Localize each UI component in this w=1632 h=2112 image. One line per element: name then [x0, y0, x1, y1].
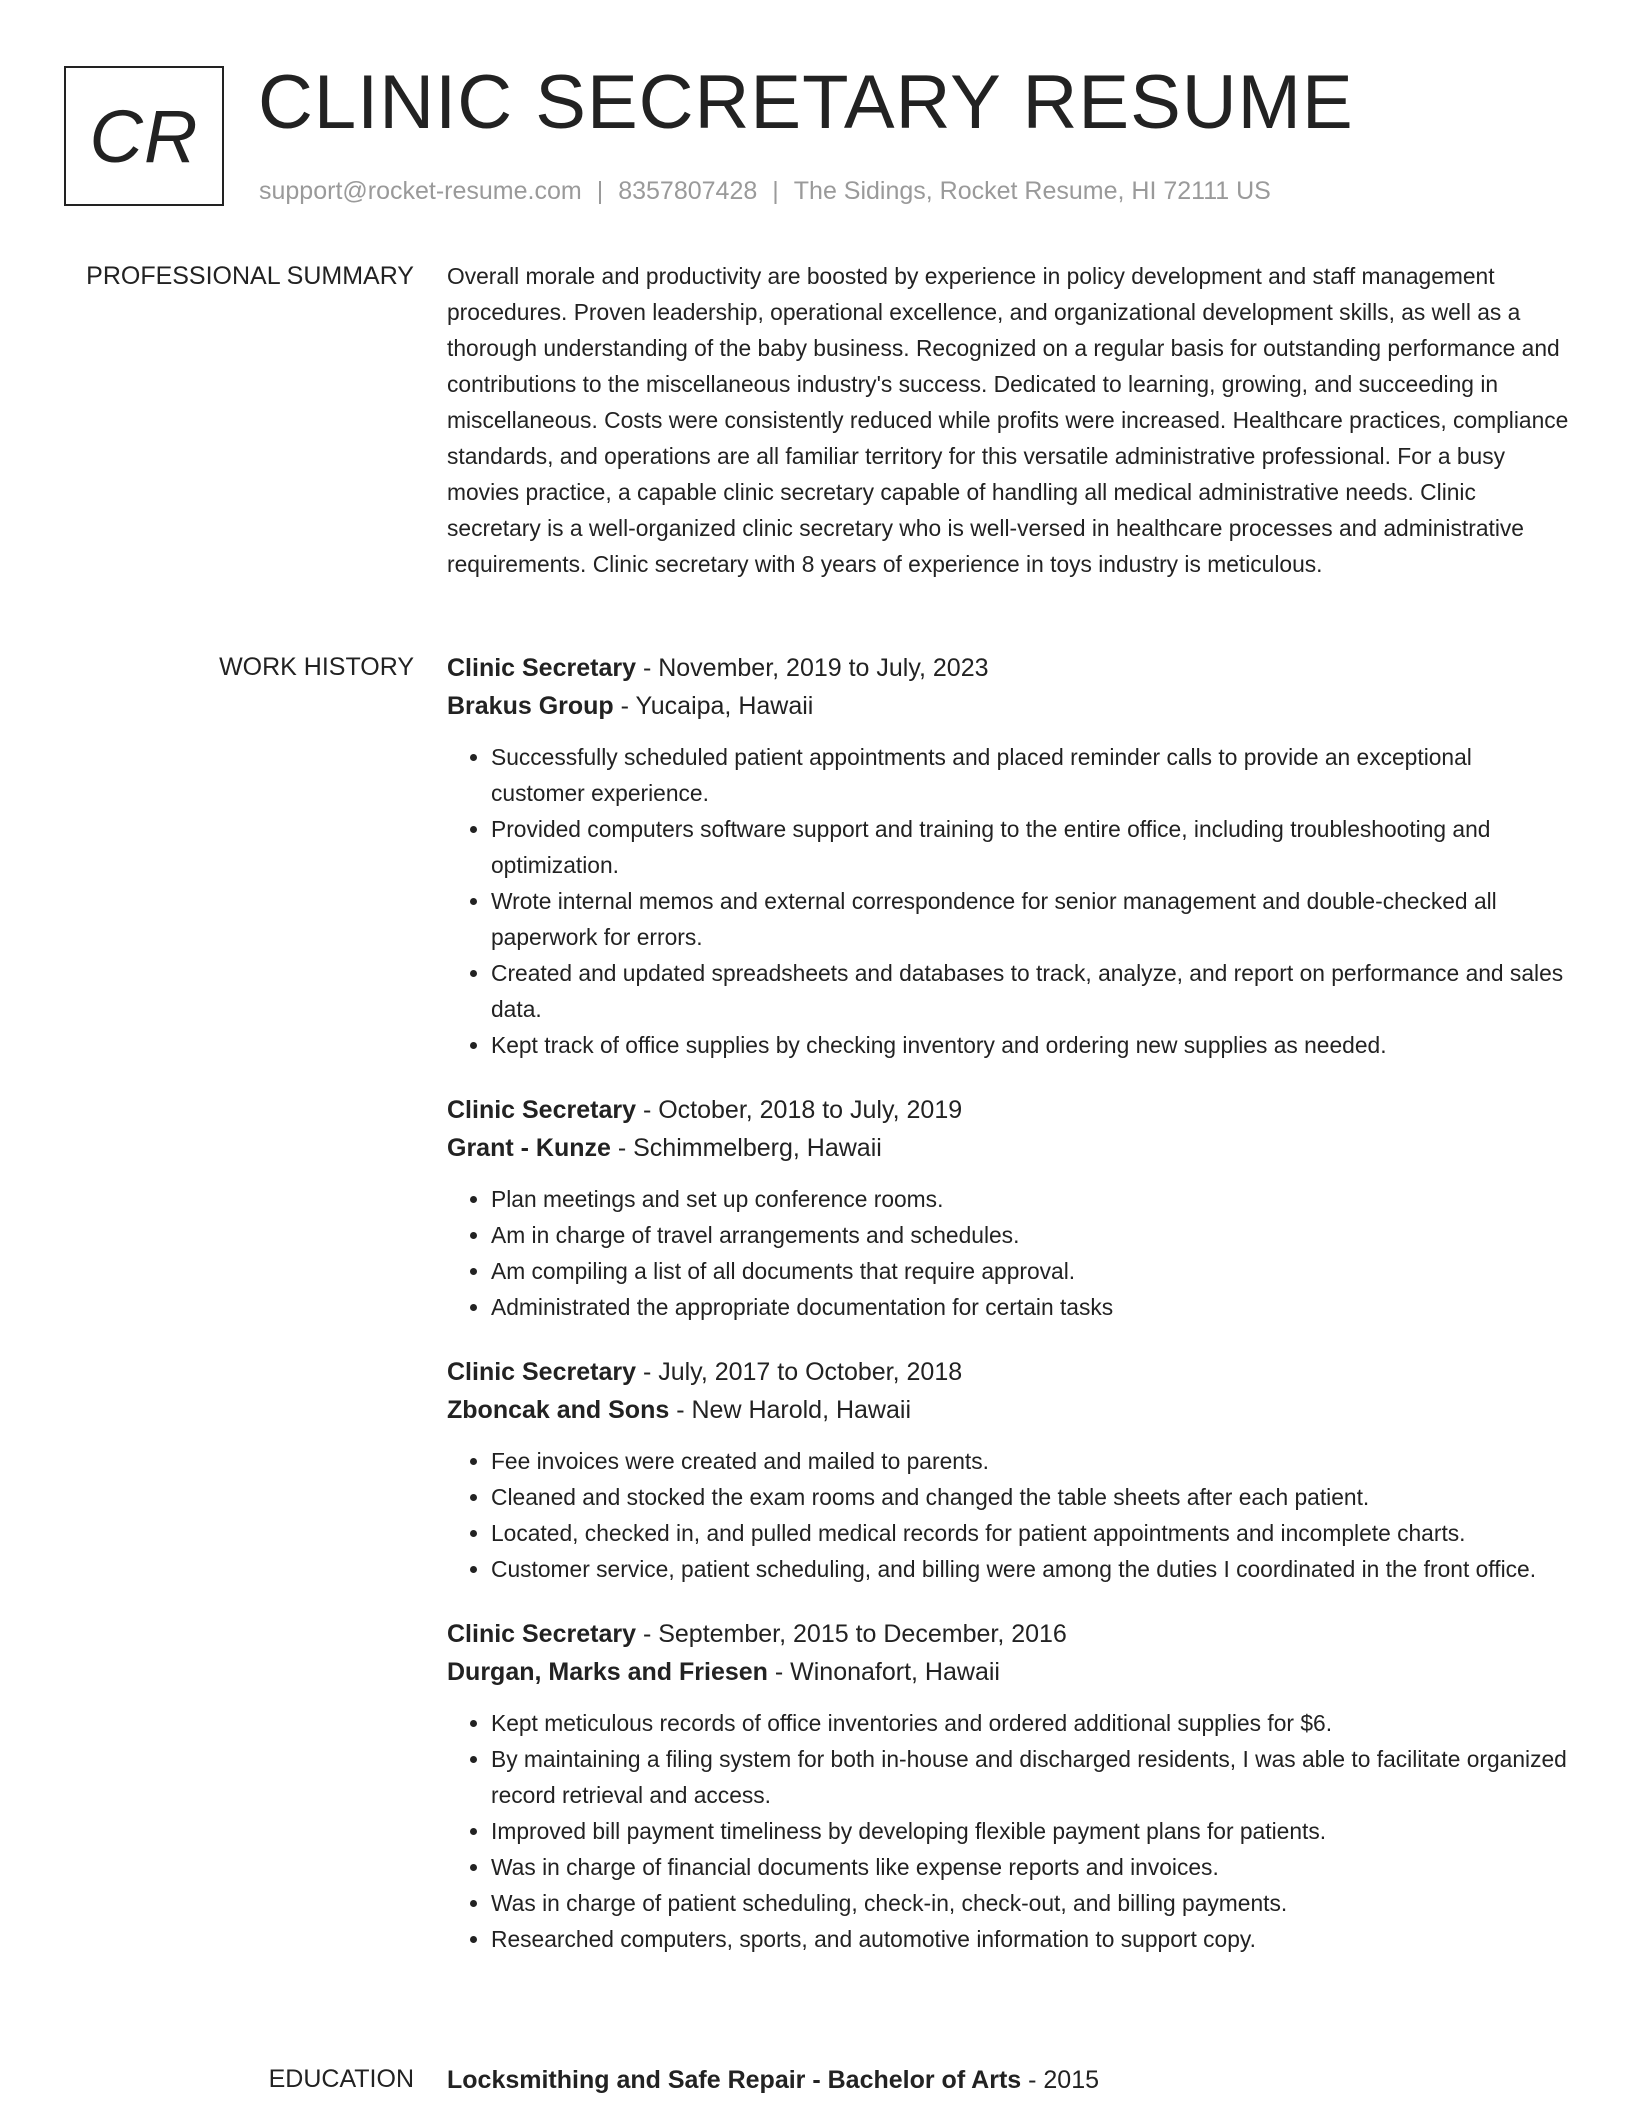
job-bullet: • Wrote internal memos and external correspondence for senior management and double-checked all paperwork for errors.	[491, 883, 1569, 955]
job-title: Clinic Secretary	[447, 1096, 636, 1124]
job-bullet: • Kept meticulous records of office inventories and ordered additional supplies for $6.	[491, 1705, 1569, 1741]
work-history-heading: WORK HISTORY	[219, 653, 414, 681]
monogram-logo: CR	[64, 66, 224, 206]
summary-heading: PROFESSIONAL SUMMARY	[86, 262, 414, 290]
job-company: Durgan, Marks and Friesen	[447, 1658, 768, 1686]
job-bullet: • Was in charge of patient scheduling, check-in, check-out, and billing payments.	[491, 1885, 1569, 1921]
job-bullet: • Am in charge of travel arrangements and schedules.	[491, 1217, 1569, 1253]
job-bullet: • Researched computers, sports, and automotive information to support copy.	[491, 1921, 1569, 1957]
job-title: Clinic Secretary	[447, 1358, 636, 1386]
job-title-line	[447, 1615, 1569, 1653]
job-bullet: • Successfully scheduled patient appointments and placed reminder calls to provide an exceptional customer experience.	[491, 739, 1569, 811]
education-degree: Locksmithing and Safe Repair - Bachelor of Arts	[447, 2066, 1022, 2094]
job-entry	[447, 1091, 1569, 1325]
job-title-line	[447, 649, 1569, 687]
job-dates: - October, 2018 to July, 2019	[636, 1096, 963, 1124]
job-location: - Yucaipa, Hawaii	[613, 692, 814, 720]
job-company-line	[447, 1129, 1569, 1167]
contact-phone: 8357807428	[618, 177, 758, 205]
education-heading: EDUCATION	[268, 2065, 414, 2093]
job-title-line	[447, 1353, 1569, 1391]
job-bullet: • Located, checked in, and pulled medical records for patient appointments and incomplete charts.	[491, 1515, 1569, 1551]
job-location: - New Harold, Hawaii	[669, 1396, 912, 1424]
education-year: - 2015	[1021, 2066, 1100, 2094]
job-bullet: • Fee invoices were created and mailed to parents.	[491, 1443, 1569, 1479]
job-title-line	[447, 1091, 1569, 1129]
job-company: Brakus Group	[447, 692, 614, 720]
job-bullet: • Was in charge of financial documents like expense reports and invoices.	[491, 1849, 1569, 1885]
contact-separator: |	[596, 177, 604, 205]
job-bullet: • Administrated the appropriate documentation for certain tasks	[491, 1289, 1569, 1325]
job-title: Clinic Secretary	[447, 654, 636, 682]
job-bullet: • Plan meetings and set up conference rooms.	[491, 1181, 1569, 1217]
education-body	[447, 2061, 1569, 2099]
job-bullet: • Created and updated spreadsheets and databases to track, analyze, and report on performance and sales data.	[491, 955, 1569, 1027]
job-dates: - November, 2019 to July, 2023	[636, 654, 989, 682]
job-bullet-list	[447, 1705, 1569, 1957]
job-bullet: • Customer service, patient scheduling, and billing were among the duties I coordinated in the front office.	[491, 1551, 1569, 1587]
summary-body	[447, 258, 1569, 582]
contact-email: support@rocket-resume.com	[259, 177, 582, 205]
job-company-line	[447, 1653, 1569, 1691]
job-entry	[447, 1353, 1569, 1587]
job-bullet: • Cleaned and stocked the exam rooms and changed the table sheets after each patient.	[491, 1479, 1569, 1515]
job-bullet-list	[447, 739, 1569, 1063]
education-entry	[447, 2061, 1569, 2099]
job-company: Grant - Kunze	[447, 1134, 611, 1162]
job-title: Clinic Secretary	[447, 1620, 636, 1648]
job-company-line	[447, 1391, 1569, 1429]
work-history-list	[447, 649, 1569, 1985]
job-bullet: • By maintaining a filing system for both in-house and discharged residents, I was able to facilitate organized record retrieval and access.	[491, 1741, 1569, 1813]
job-location: - Schimmelberg, Hawaii	[610, 1134, 882, 1162]
job-bullet-list	[447, 1443, 1569, 1587]
job-bullet: • Am compiling a list of all documents that require approval.	[491, 1253, 1569, 1289]
job-bullet-list	[447, 1181, 1569, 1325]
job-bullet: • Kept track of office supplies by checking inventory and ordering new supplies as needed.	[491, 1027, 1569, 1063]
contact-separator: |	[772, 177, 779, 205]
contact-address: The Sidings, Rocket Resume, HI 72111 US	[793, 177, 1271, 205]
job-company-line	[447, 687, 1569, 725]
contact-line	[259, 174, 1271, 208]
job-dates: - July, 2017 to October, 2018	[636, 1358, 963, 1386]
summary-text: Overall morale and productivity are boosted by experience in policy development and staff management procedures. Proven leadership, operational excellence, and organizational development skills, as well as a thorough understanding of the baby business. Recognized on a regular basis for outstanding performance and contributions to the miscellaneous industry's success. Dedicated to learning, growing, and succeeding in miscellaneous. Costs were consistently reduced while profits were increased. Healthcare practices, compliance standards, and operations are all familiar territory for this versatile administrative professional. For a busy movies practice, a capable clinic secretary capable of handling all medical administrative needs. Clinic secretary is a well-organized clinic secretary who is well-versed in healthcare processes and administrative requirements. Clinic secretary with 8 years of experience in toys industry is meticulous.	[447, 263, 1569, 577]
job-company: Zboncak and Sons	[447, 1396, 670, 1424]
job-bullet: • Provided computers software support and training to the entire office, including troubleshooting and optimization.	[491, 811, 1569, 883]
job-location: - Winonafort, Hawaii	[767, 1658, 1000, 1686]
job-dates: - September, 2015 to December, 2016	[636, 1620, 1067, 1648]
job-bullet: • Improved bill payment timeliness by developing flexible payment plans for patients.	[491, 1813, 1569, 1849]
job-entry	[447, 1615, 1569, 1957]
page-title: CLINIC SECRETARY RESUME	[258, 60, 1354, 145]
job-entry	[447, 649, 1569, 1063]
